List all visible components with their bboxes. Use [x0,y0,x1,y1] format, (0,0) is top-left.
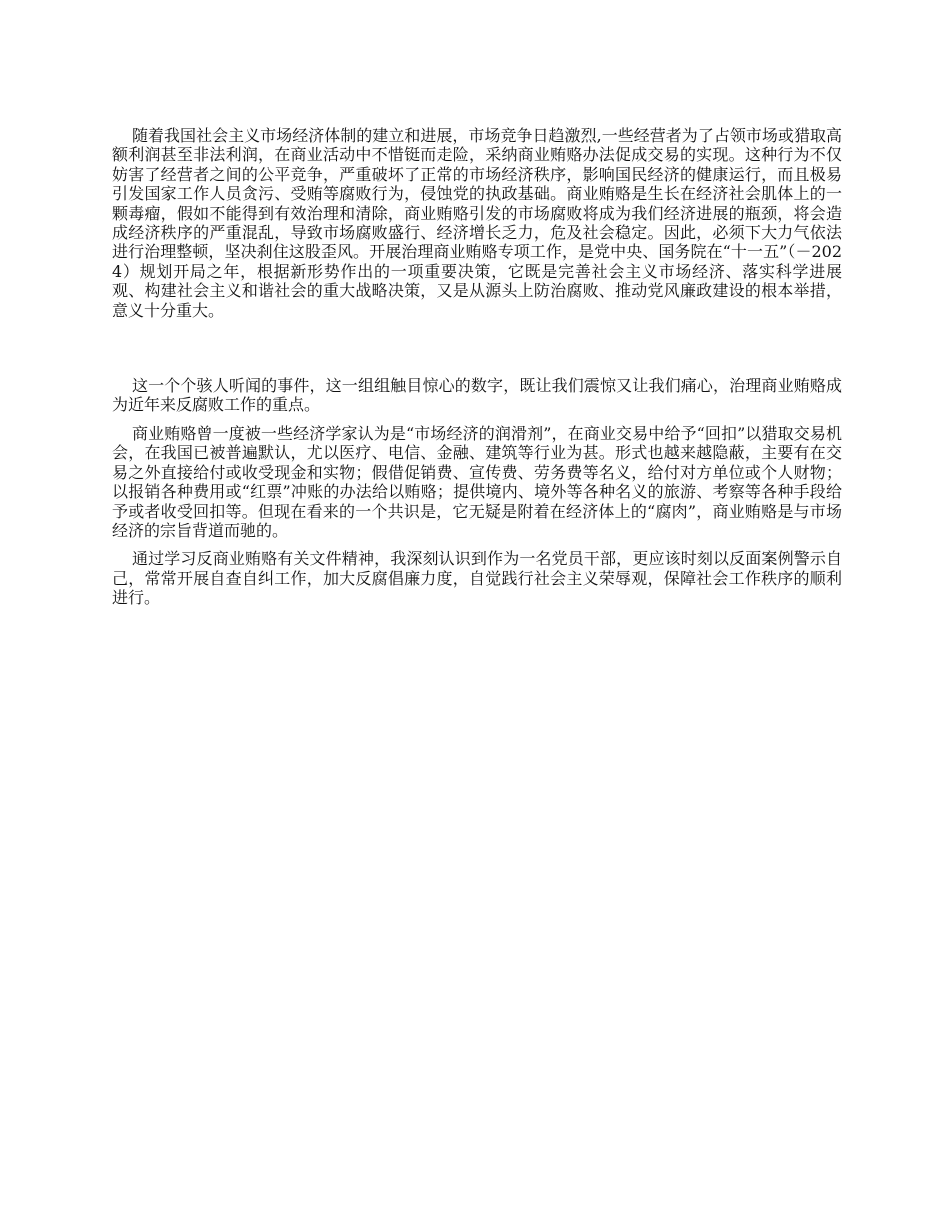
paragraph-shocking-events: 这一个个骇人听闻的事件，这一组组触目惊心的数字，既让我们震惊又让我们痛心，治理商业贿赂成为近年来反腐败工作的重点。 [112,376,842,415]
paragraph-intro: 随着我国社会主义市场经济体制的建立和进展，市场竞争日趋激烈,一些经营者为了占领市场或猎取高额利润甚至非法利润，在商业活动中不惜铤而走险，采纳商业贿赂办法促成交易的实现。这种行为不仅妨害了经营者之间的公平竞争，严重破坏了正常的市场经济秩序，影响国民经济的健康运行，而且极易引发国家工作人员贪污、受贿等腐败行为，侵蚀党的执政基础。商业贿赂是生长在经济社会肌体上的一颗毒瘤，假如不能得到有效治理和清除，商业贿赂引发的市场腐败将成为我们经济进展的瓶颈，将会造成经济秩序的严重混乱，导致市场腐败盛行、经济增长乏力，危及社会稳定。因此，必须下大力气依法进行治理整顿，坚决刹住这股歪风。开展治理商业贿赂专项工作，是党中央、国务院在“十一五”（－2024）规划开局之年，根据新形势作出的一项重要决策，它既是完善社会主义市场经济、落实科学进展观、构建社会主义和谐社会的重大战略决策，又是从源头上防治腐败、推动党风廉政建设的根本举措，意义十分重大。 [112,126,842,320]
paragraph-gap [112,415,842,424]
paragraph-commercial-bribery: 商业贿赂曾一度被一些经济学家认为是“市场经济的润滑剂”，在商业交易中给予“回扣”以猎取交易机会，在我国已被普遍默认，尤以医疗、电信、金融、建筑等行业为甚。形式也越来越隐蔽，主要有在交易之外直接给付或收受现金和实物；假借促销费、宣传费、劳务费等名义，给付对方单位或个人财物；以报销各种费用或“红票”冲账的办法给以贿赂；提供境内、境外等各种名义的旅游、考察等各种手段给予或者收受回扣等。但现在看来的一个共识是，它无疑是附着在经济体上的“腐肉”，商业贿赂是与市场经济的宗旨背道而驰的。 [112,423,842,540]
paragraph-gap [112,320,842,376]
paragraph-conclusion: 通过学习反商业贿赂有关文件精神，我深刻认识到作为一名党员干部，更应该时刻以反面案例警示自己，常常开展自查自纠工作，加大反腐倡廉力度，自觉践行社会主义荣辱观，保障社会工作秩序的顺利进行。 [112,549,842,608]
paragraph-gap [112,540,842,549]
document-page [112,126,842,608]
